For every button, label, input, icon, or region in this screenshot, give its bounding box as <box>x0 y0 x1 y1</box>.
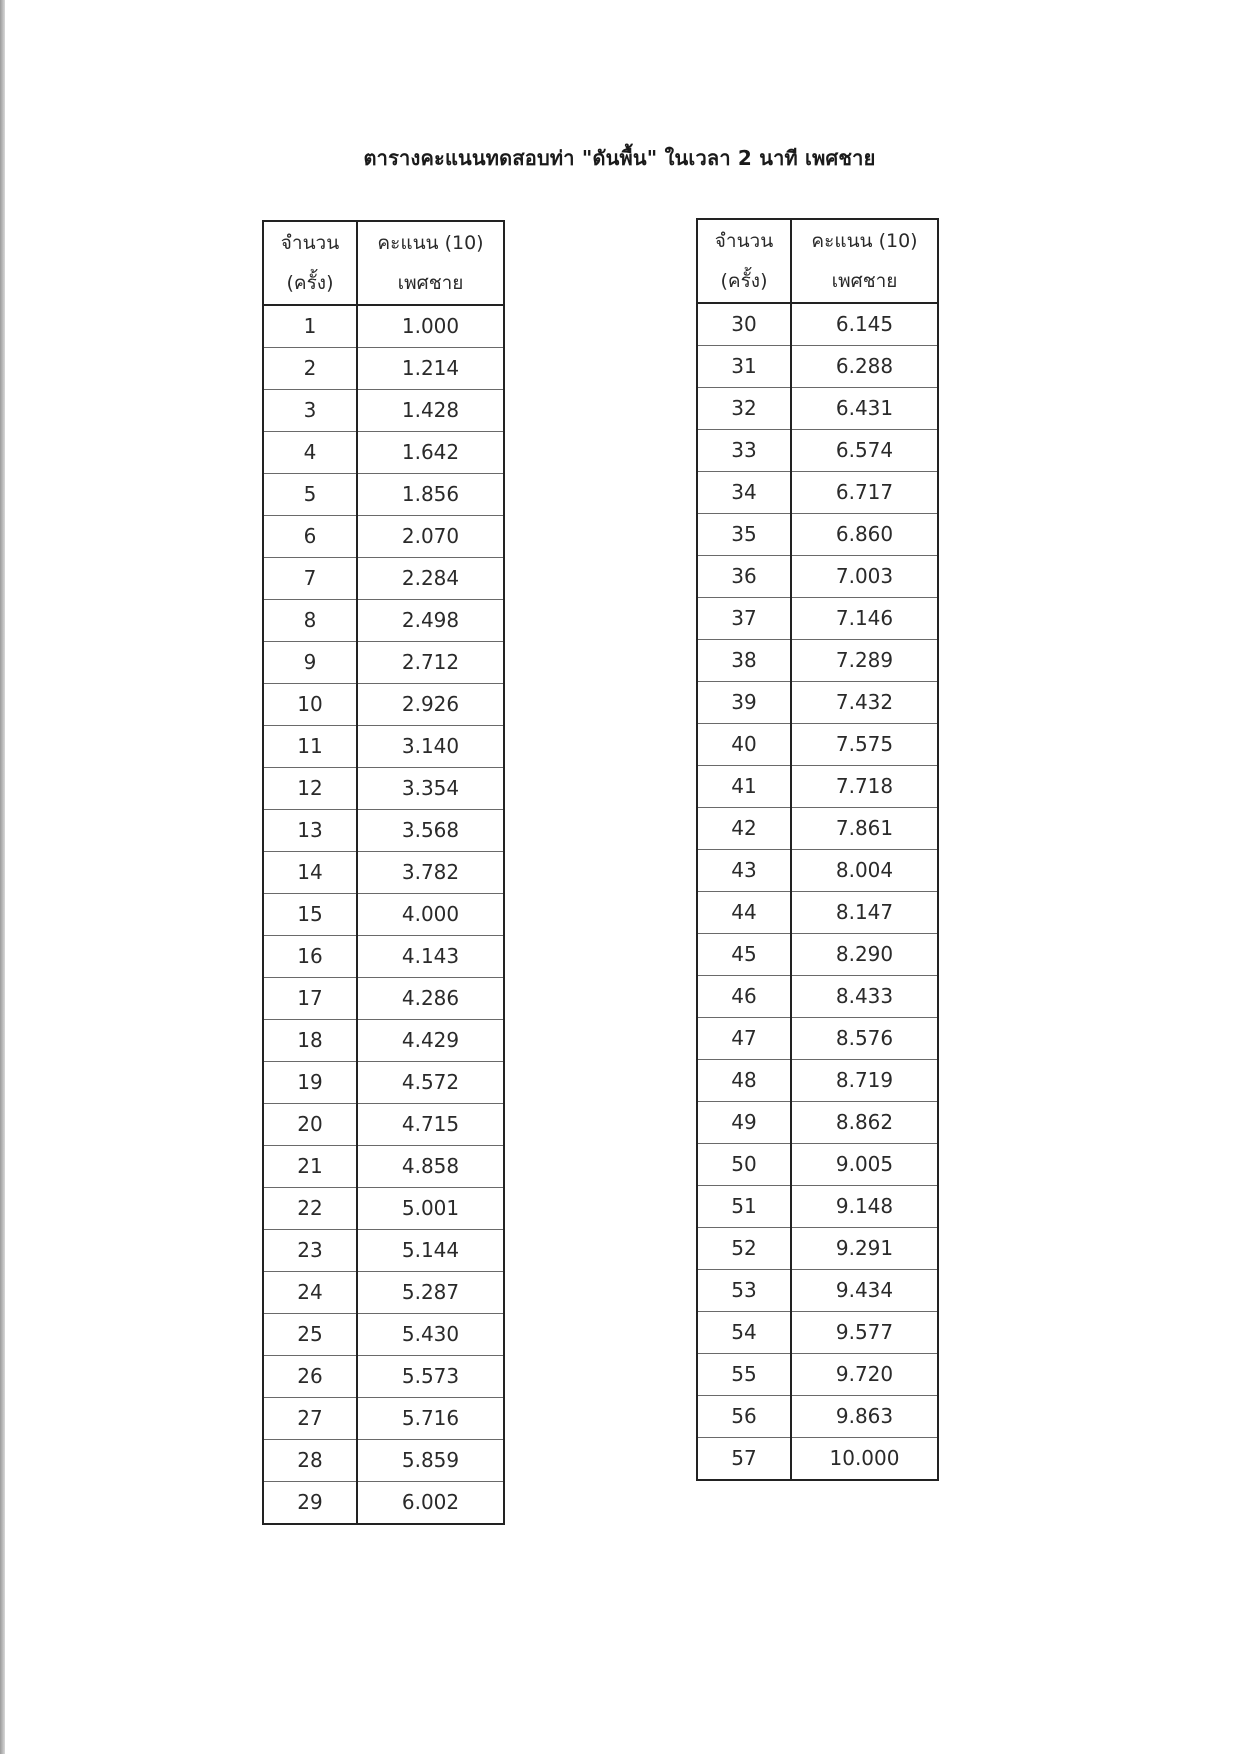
cell-score: 5.287 <box>357 1272 504 1314</box>
table-row <box>263 558 504 600</box>
cell-count: 51 <box>697 1186 791 1228</box>
cell-score: 6.288 <box>791 346 938 388</box>
header-count <box>263 221 357 305</box>
cell-count: 15 <box>263 894 357 936</box>
table-row <box>697 766 938 808</box>
cell-count: 13 <box>263 810 357 852</box>
header-score-line1: คะแนน (10) <box>377 232 484 254</box>
header-score-line1: คะแนน (10) <box>811 230 918 252</box>
cell-score: 9.148 <box>791 1186 938 1228</box>
table-row <box>697 808 938 850</box>
cell-count: 31 <box>697 346 791 388</box>
table-row <box>263 432 504 474</box>
cell-count: 3 <box>263 390 357 432</box>
cell-count: 1 <box>263 305 357 348</box>
cell-count: 56 <box>697 1396 791 1438</box>
table-row <box>697 1102 938 1144</box>
cell-score: 7.718 <box>791 766 938 808</box>
cell-score: 8.433 <box>791 976 938 1018</box>
cell-count: 46 <box>697 976 791 1018</box>
cell-score: 7.289 <box>791 640 938 682</box>
cell-count: 43 <box>697 850 791 892</box>
cell-count: 30 <box>697 303 791 346</box>
table-row <box>697 472 938 514</box>
table-row <box>263 1314 504 1356</box>
cell-count: 24 <box>263 1272 357 1314</box>
header-score-line2: เพศชาย <box>831 270 898 292</box>
cell-score: 9.291 <box>791 1228 938 1270</box>
table-row <box>697 1186 938 1228</box>
header-count <box>697 219 791 303</box>
cell-score: 7.146 <box>791 598 938 640</box>
table-row <box>263 1188 504 1230</box>
header-count-line1: จำนวน <box>714 230 774 252</box>
table-row <box>263 1230 504 1272</box>
cell-score: 8.862 <box>791 1102 938 1144</box>
cell-score: 4.858 <box>357 1146 504 1188</box>
table-row <box>263 642 504 684</box>
table-row <box>263 1104 504 1146</box>
table-row <box>697 1438 938 1481</box>
table-row <box>263 684 504 726</box>
header-count-line2: (ครั้ง) <box>720 270 768 292</box>
table-row <box>263 516 504 558</box>
table-row <box>697 1312 938 1354</box>
cell-score: 5.144 <box>357 1230 504 1272</box>
cell-count: 19 <box>263 1062 357 1104</box>
table-header-row <box>263 221 504 305</box>
scan-page-edge <box>0 0 5 1754</box>
cell-count: 52 <box>697 1228 791 1270</box>
cell-score: 5.859 <box>357 1440 504 1482</box>
cell-score: 6.574 <box>791 430 938 472</box>
cell-score: 2.284 <box>357 558 504 600</box>
table-row <box>263 768 504 810</box>
cell-score: 1.642 <box>357 432 504 474</box>
table-row <box>697 724 938 766</box>
table-row <box>263 894 504 936</box>
cell-score: 4.000 <box>357 894 504 936</box>
cell-count: 17 <box>263 978 357 1020</box>
table-body-left <box>263 305 504 1524</box>
table-row <box>263 978 504 1020</box>
cell-count: 5 <box>263 474 357 516</box>
table-row <box>697 1270 938 1312</box>
table-row <box>697 682 938 724</box>
table-row <box>697 892 938 934</box>
cell-count: 21 <box>263 1146 357 1188</box>
cell-count: 54 <box>697 1312 791 1354</box>
table-row <box>697 1228 938 1270</box>
cell-score: 9.434 <box>791 1270 938 1312</box>
table-row <box>263 1020 504 1062</box>
cell-count: 57 <box>697 1438 791 1481</box>
cell-count: 35 <box>697 514 791 556</box>
cell-count: 55 <box>697 1354 791 1396</box>
cell-score: 5.430 <box>357 1314 504 1356</box>
cell-count: 36 <box>697 556 791 598</box>
table-row <box>697 598 938 640</box>
header-score <box>357 221 504 305</box>
page-title: ตารางคะแนนทดสอบท่า "ดันพื้น" ในเวลา 2 นาที เพศชาย <box>363 146 876 170</box>
table-row <box>263 1356 504 1398</box>
table-row <box>263 305 504 348</box>
cell-score: 5.573 <box>357 1356 504 1398</box>
table-row <box>263 726 504 768</box>
cell-count: 2 <box>263 348 357 390</box>
table-row <box>697 514 938 556</box>
cell-score: 8.004 <box>791 850 938 892</box>
cell-score: 7.575 <box>791 724 938 766</box>
cell-count: 41 <box>697 766 791 808</box>
table-row <box>697 388 938 430</box>
table-row <box>263 348 504 390</box>
cell-count: 32 <box>697 388 791 430</box>
header-score <box>791 219 938 303</box>
table-row <box>263 810 504 852</box>
cell-count: 33 <box>697 430 791 472</box>
cell-score: 3.140 <box>357 726 504 768</box>
cell-score: 2.498 <box>357 600 504 642</box>
header-score-line2: เพศชาย <box>397 272 464 294</box>
cell-count: 25 <box>263 1314 357 1356</box>
cell-count: 50 <box>697 1144 791 1186</box>
table-row <box>697 640 938 682</box>
cell-score: 1.000 <box>357 305 504 348</box>
cell-score: 2.070 <box>357 516 504 558</box>
header-count-line1: จำนวน <box>280 232 340 254</box>
cell-count: 34 <box>697 472 791 514</box>
table-row <box>697 934 938 976</box>
cell-score: 2.712 <box>357 642 504 684</box>
cell-count: 44 <box>697 892 791 934</box>
cell-score: 5.001 <box>357 1188 504 1230</box>
table-row <box>697 976 938 1018</box>
cell-count: 39 <box>697 682 791 724</box>
table-row <box>697 1354 938 1396</box>
cell-count: 40 <box>697 724 791 766</box>
table-row <box>263 1482 504 1525</box>
cell-score: 1.856 <box>357 474 504 516</box>
cell-count: 49 <box>697 1102 791 1144</box>
cell-score: 3.782 <box>357 852 504 894</box>
cell-count: 12 <box>263 768 357 810</box>
score-table-left <box>262 220 505 1525</box>
cell-count: 7 <box>263 558 357 600</box>
cell-count: 53 <box>697 1270 791 1312</box>
cell-count: 11 <box>263 726 357 768</box>
cell-count: 8 <box>263 600 357 642</box>
cell-count: 27 <box>263 1398 357 1440</box>
table-row <box>263 1146 504 1188</box>
cell-score: 9.863 <box>791 1396 938 1438</box>
cell-count: 28 <box>263 1440 357 1482</box>
table-row <box>263 390 504 432</box>
table-row <box>697 1144 938 1186</box>
cell-score: 4.429 <box>357 1020 504 1062</box>
table-row <box>263 1062 504 1104</box>
cell-score: 8.719 <box>791 1060 938 1102</box>
cell-count: 38 <box>697 640 791 682</box>
cell-score: 8.290 <box>791 934 938 976</box>
cell-count: 26 <box>263 1356 357 1398</box>
table-row <box>697 850 938 892</box>
table-row <box>263 1272 504 1314</box>
table-row <box>263 474 504 516</box>
cell-score: 9.720 <box>791 1354 938 1396</box>
cell-score: 6.002 <box>357 1482 504 1525</box>
cell-score: 6.145 <box>791 303 938 346</box>
cell-score: 10.000 <box>791 1438 938 1481</box>
cell-count: 22 <box>263 1188 357 1230</box>
cell-score: 9.577 <box>791 1312 938 1354</box>
cell-score: 8.576 <box>791 1018 938 1060</box>
score-table-right <box>696 218 939 1481</box>
cell-score: 7.432 <box>791 682 938 724</box>
cell-score: 3.568 <box>357 810 504 852</box>
cell-count: 18 <box>263 1020 357 1062</box>
cell-count: 42 <box>697 808 791 850</box>
cell-score: 4.286 <box>357 978 504 1020</box>
cell-count: 6 <box>263 516 357 558</box>
table-row <box>263 600 504 642</box>
cell-score: 4.715 <box>357 1104 504 1146</box>
cell-score: 9.005 <box>791 1144 938 1186</box>
table-row <box>263 1398 504 1440</box>
cell-count: 45 <box>697 934 791 976</box>
cell-score: 4.143 <box>357 936 504 978</box>
table-row <box>263 852 504 894</box>
cell-score: 6.431 <box>791 388 938 430</box>
cell-score: 3.354 <box>357 768 504 810</box>
cell-score: 5.716 <box>357 1398 504 1440</box>
header-count-line2: (ครั้ง) <box>286 272 334 294</box>
cell-count: 29 <box>263 1482 357 1525</box>
cell-score: 2.926 <box>357 684 504 726</box>
table-row <box>697 1396 938 1438</box>
cell-score: 6.860 <box>791 514 938 556</box>
cell-score: 7.861 <box>791 808 938 850</box>
cell-count: 47 <box>697 1018 791 1060</box>
cell-count: 16 <box>263 936 357 978</box>
cell-count: 9 <box>263 642 357 684</box>
cell-score: 1.428 <box>357 390 504 432</box>
table-row <box>263 936 504 978</box>
table-row <box>697 430 938 472</box>
cell-score: 4.572 <box>357 1062 504 1104</box>
table-row <box>697 346 938 388</box>
table-row <box>697 1060 938 1102</box>
table-body-right <box>697 303 938 1480</box>
cell-count: 48 <box>697 1060 791 1102</box>
cell-count: 23 <box>263 1230 357 1272</box>
cell-score: 6.717 <box>791 472 938 514</box>
cell-count: 10 <box>263 684 357 726</box>
cell-score: 1.214 <box>357 348 504 390</box>
cell-count: 14 <box>263 852 357 894</box>
cell-count: 20 <box>263 1104 357 1146</box>
cell-score: 8.147 <box>791 892 938 934</box>
table-row <box>697 303 938 346</box>
table-row <box>697 556 938 598</box>
cell-score: 7.003 <box>791 556 938 598</box>
cell-count: 4 <box>263 432 357 474</box>
cell-count: 37 <box>697 598 791 640</box>
table-row <box>263 1440 504 1482</box>
table-header-row <box>697 219 938 303</box>
table-row <box>697 1018 938 1060</box>
